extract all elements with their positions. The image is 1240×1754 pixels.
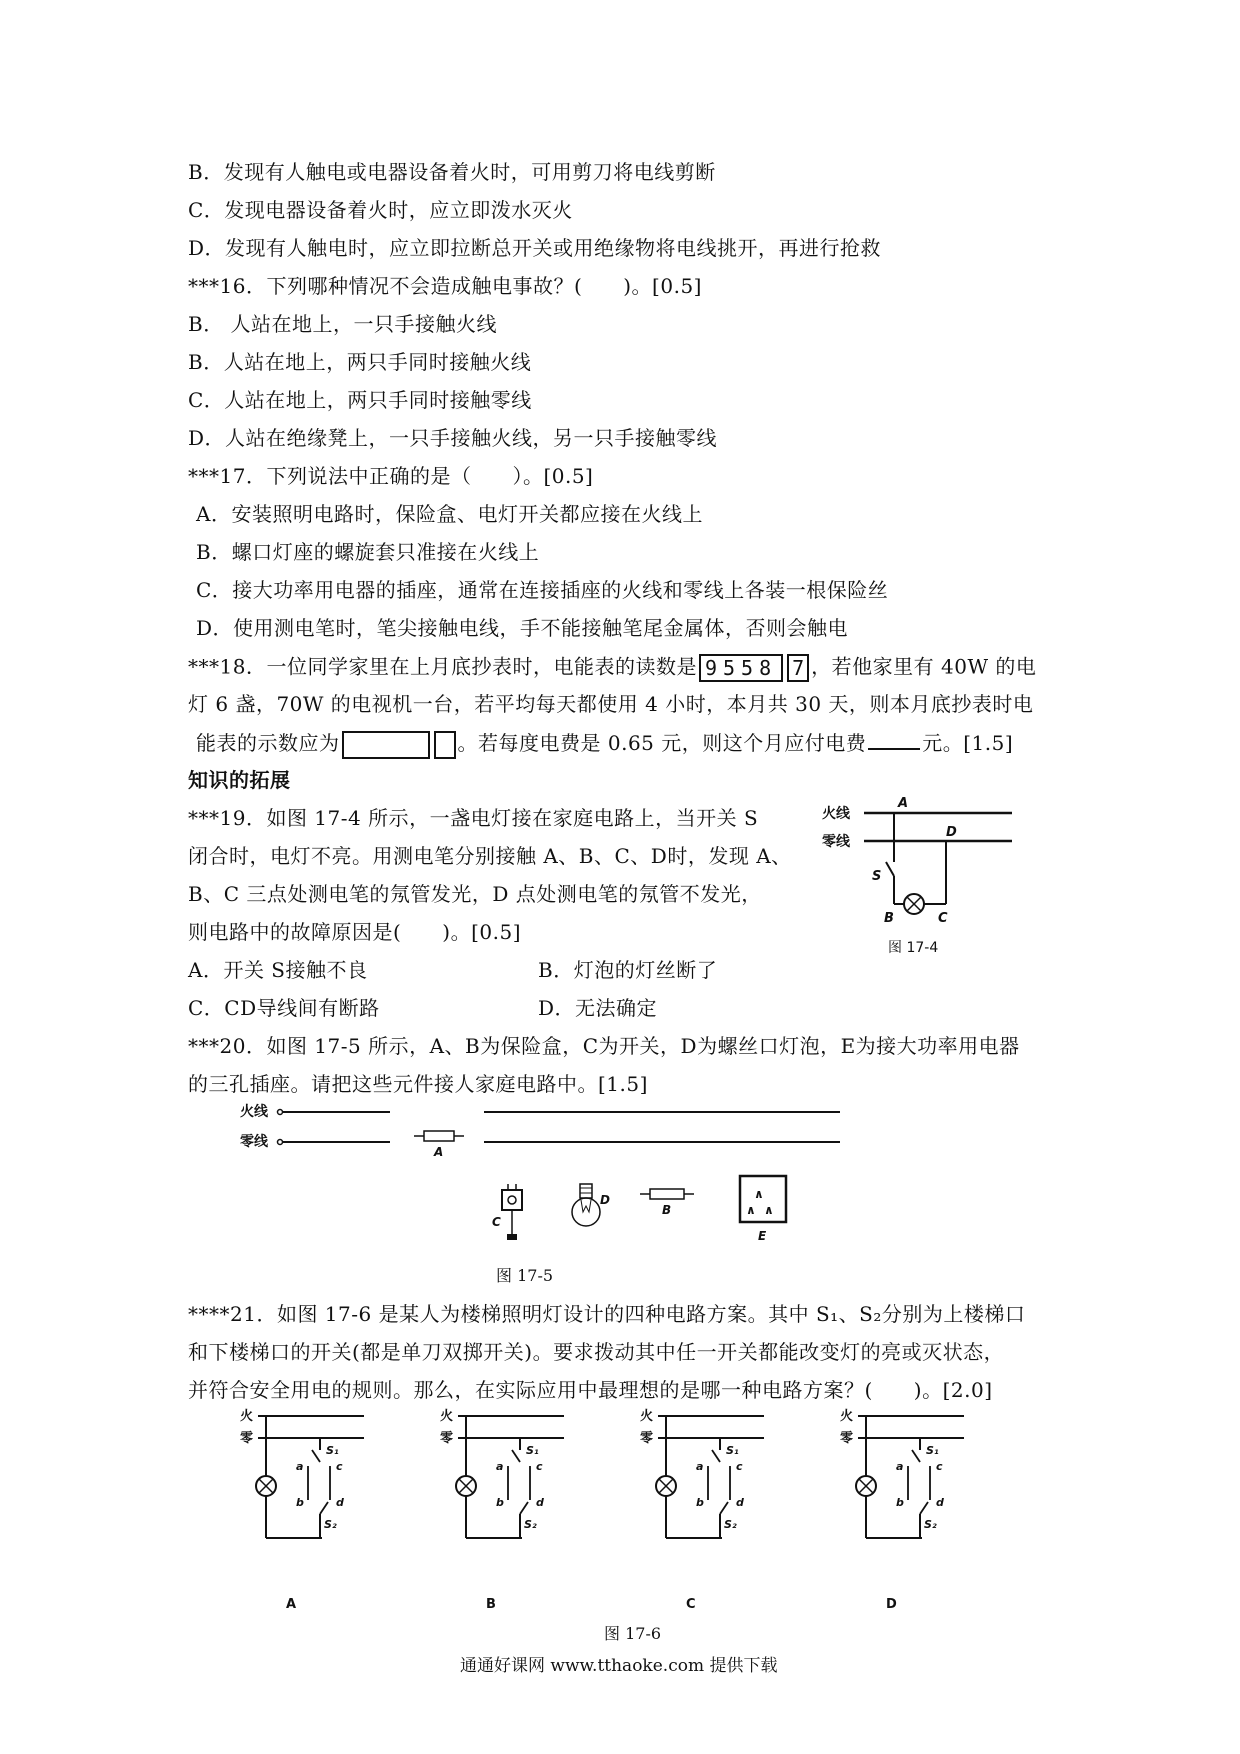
fig4-point-b: B <box>884 911 894 926</box>
fig4-point-c: C <box>938 911 948 926</box>
q16-option-c: C．人站在地上，两只手同时接触零线 <box>188 388 532 412</box>
figure-17-5 <box>240 1100 970 1290</box>
fig6-d-label: d <box>736 1496 744 1509</box>
meter-reading-integer: 9558 <box>699 654 783 682</box>
fig6-b-label: b <box>496 1496 504 1509</box>
fig5-label-b: B <box>662 1203 672 1217</box>
q18-l3-mid: 。若每度电费是 0.65 元，则这个月应付电费 <box>457 731 867 755</box>
question-21-line-1: ****21．如图 17-6 是某人为楼梯照明灯设计的四种电路方案。其中 S₁、S₂分别为上楼梯口 <box>188 1302 1026 1326</box>
fig5-label-a: A <box>434 1145 444 1159</box>
fig6-d-label: d <box>536 1496 544 1509</box>
fig6-switch-s2 <box>520 1502 528 1514</box>
fig5-neutral-terminal <box>278 1140 283 1145</box>
fig5-live-terminal <box>278 1110 283 1115</box>
fig6-neutral-label: 零 <box>840 1431 854 1446</box>
fig6-option-label: A <box>286 1597 297 1612</box>
circuit-option-b <box>440 1408 564 1612</box>
answer-box-meter-decimal[interactable] <box>434 731 456 759</box>
q16-option-a: B． 人站在地上，一只手接触火线 <box>188 312 498 336</box>
q18-text-pre: ***18．一位同学家里在上月底抄表时，电能表的读数是 <box>188 654 697 679</box>
fig6-neutral-label: 零 <box>640 1431 654 1446</box>
fig6-switch-s1 <box>312 1450 320 1462</box>
fig6-switch-s2 <box>720 1502 728 1514</box>
fig6-switch-s2 <box>920 1502 928 1514</box>
fig6-neutral-label: 零 <box>240 1431 254 1446</box>
fig6-d-label: d <box>336 1496 344 1509</box>
q17-option-b: B．螺口灯座的螺旋套只准接在火线上 <box>196 540 540 564</box>
figure-17-4 <box>820 792 1020 962</box>
fig6-s1-label: S₁ <box>926 1444 939 1457</box>
fig4-point-a: A <box>898 796 909 811</box>
fig5-switch-c-icon <box>502 1190 522 1210</box>
fig6-a-label: a <box>296 1460 304 1473</box>
fig6-live-label: 火 <box>440 1409 454 1424</box>
fig6-switch-s1 <box>912 1450 920 1462</box>
fig6-s2-label: S₂ <box>524 1518 537 1531</box>
q18-text-post: ，若他家里有 40W 的电 <box>811 654 1037 679</box>
fig5-label-d: D <box>600 1193 610 1207</box>
fig4-switch-label: S <box>872 869 882 884</box>
fig5-live-label: 火线 <box>240 1104 268 1120</box>
fig6-switch-s1 <box>512 1450 520 1462</box>
fig6-switch-s1 <box>712 1450 720 1462</box>
fig5-label-e: E <box>758 1229 767 1243</box>
answer-box-meter[interactable] <box>342 731 430 759</box>
q16-option-d: D．人站在绝缘凳上，一只手接触火线，另一只手接触零线 <box>188 426 718 450</box>
svg-text:∧: ∧ <box>764 1203 774 1217</box>
q19-option-b: B．灯泡的灯丝断了 <box>538 958 718 982</box>
fig4-switch-s <box>886 862 894 876</box>
question-18-line-1 <box>188 654 1036 682</box>
circuit-option-a <box>240 1408 364 1612</box>
footer-source: 通通好课网 www.tthaoke.com 提供下载 <box>460 1656 778 1676</box>
fig6-live-label: 火 <box>240 1409 254 1424</box>
fig6-option-label: D <box>886 1597 897 1612</box>
fig5-caption: 图 17-5 <box>496 1266 554 1285</box>
question-19-line-2: 闭合时，电灯不亮。用测电笔分别接触 A、B、C、D时，发现 A、 <box>188 844 792 868</box>
svg-text:∧: ∧ <box>746 1203 756 1217</box>
q18-l3-post: 元。[1.5] <box>922 731 1014 755</box>
fig6-live-label: 火 <box>840 1409 854 1424</box>
figure-17-6 <box>240 1404 1020 1624</box>
fig6-s2-label: S₂ <box>924 1518 937 1531</box>
fig5-fuse-b-icon <box>650 1189 684 1199</box>
fig6-d-label: d <box>936 1496 944 1509</box>
fig6-a-label: a <box>496 1460 504 1473</box>
svg-text:∧: ∧ <box>754 1187 764 1201</box>
circuit-option-c <box>640 1408 764 1612</box>
q19-option-a: A．开关 S接触不良 <box>188 958 368 982</box>
fig4-live-label: 火线 <box>822 806 850 822</box>
question-20-line-2: 的三孔插座。请把这些元件接人家庭电路中。[1.5] <box>188 1072 648 1096</box>
fig6-c-label: c <box>936 1460 943 1473</box>
fig5-bulb-d-base <box>580 1184 592 1198</box>
fig4-neutral-label: 零线 <box>822 834 850 850</box>
question-20-line-1: ***20．如图 17-5 所示，A、B为保险盒，C为开关，D为螺丝口灯泡，E为接大功率用电器 <box>188 1034 1020 1058</box>
fig6-s1-label: S₁ <box>726 1444 739 1457</box>
question-21-line-3: 并符合安全用电的规则。那么，在实际应用中最理想的是哪一种电路方案？( )。[2.0] <box>188 1378 993 1402</box>
question-16: ***16．下列哪种情况不会造成触电事故？( )。[0.5] <box>188 274 702 298</box>
fig6-c-label: c <box>736 1460 743 1473</box>
answer-blank-fee[interactable] <box>868 730 920 750</box>
question-21-line-2: 和下楼梯口的开关(都是单刀双掷开关)。要求拨动其中任一开关都能改变灯的亮或灭状态， <box>188 1340 1005 1364</box>
question-18-line-2: 灯 6 盏，70W 的电视机一台，若平均每天都使用 4 小时，本月共 30 天，则本月底抄表时电 <box>188 692 1034 716</box>
fig6-s2-label: S₂ <box>324 1518 337 1531</box>
meter-reading-decimal: 7 <box>787 654 809 682</box>
fig6-live-label: 火 <box>640 1409 654 1424</box>
fig6-option-label: C <box>686 1597 696 1612</box>
circuit-option-d <box>840 1408 964 1612</box>
fig6-switch-s2 <box>320 1502 328 1514</box>
fig6-c-label: c <box>536 1460 543 1473</box>
question-18-line-3 <box>196 730 1013 759</box>
fig6-s2-label: S₂ <box>724 1518 737 1531</box>
fig6-a-label: a <box>896 1460 904 1473</box>
fig4-caption: 图 17-4 <box>888 940 939 956</box>
question-17: ***17．下列说法中正确的是（ ）。[0.5] <box>188 464 594 488</box>
q17-option-a: A．安装照明电路时，保险盒、电灯开关都应接在火线上 <box>196 502 703 526</box>
q17-option-d: D．使用测电笔时，笔尖接触电线，手不能接触笔尾金属体，否则会触电 <box>196 616 849 640</box>
fig5-neutral-label: 零线 <box>240 1134 268 1150</box>
question-19-line-1: ***19．如图 17-4 所示，一盏电灯接在家庭电路上，当开关 S <box>188 806 759 830</box>
q16-option-b: B．人站在地上，两只手同时接触火线 <box>188 350 532 374</box>
question-19-line-3: B、C 三点处测电笔的氖管发光，D 点处测电笔的氖管不发光， <box>188 882 762 906</box>
fig6-neutral-label: 零 <box>440 1431 454 1446</box>
fig6-b-label: b <box>896 1496 904 1509</box>
fig5-label-c: C <box>492 1215 501 1229</box>
fig6-s1-label: S₁ <box>326 1444 339 1457</box>
fig6-a-label: a <box>696 1460 704 1473</box>
fig6-s1-label: S₁ <box>526 1444 539 1457</box>
fig6-c-label: c <box>336 1460 343 1473</box>
fig6-option-label: B <box>486 1597 496 1612</box>
section-heading: 知识的拓展 <box>188 768 291 792</box>
q19-option-d: D．无法确定 <box>538 996 658 1020</box>
question-19-line-4: 则电路中的故障原因是( )。[0.5] <box>188 920 522 944</box>
fig6-caption: 图 17-6 <box>604 1624 662 1643</box>
q17-option-c: C．接大功率用电器的插座，通常在连接插座的火线和零线上各装一根保险丝 <box>196 578 889 602</box>
fig5-bulb-d-icon <box>572 1198 600 1226</box>
q15-option-b: B．发现有人触电或电器设备着火时，可用剪刀将电线剪断 <box>188 160 716 184</box>
fig6-b-label: b <box>296 1496 304 1509</box>
fig5-fuse-a-icon <box>424 1131 454 1141</box>
fig4-point-d: D <box>946 825 957 840</box>
fig6-b-label: b <box>696 1496 704 1509</box>
q18-l3-pre: 能表的示数应为 <box>196 731 340 755</box>
q15-option-d: D．发现有人触电时，应立即拉断总开关或用绝缘物将电线挑开，再进行抢救 <box>188 236 882 260</box>
q19-option-c: C．CD导线间有断路 <box>188 996 380 1020</box>
q15-option-c: C．发现电器设备着火时，应立即泼水灭火 <box>188 198 573 222</box>
